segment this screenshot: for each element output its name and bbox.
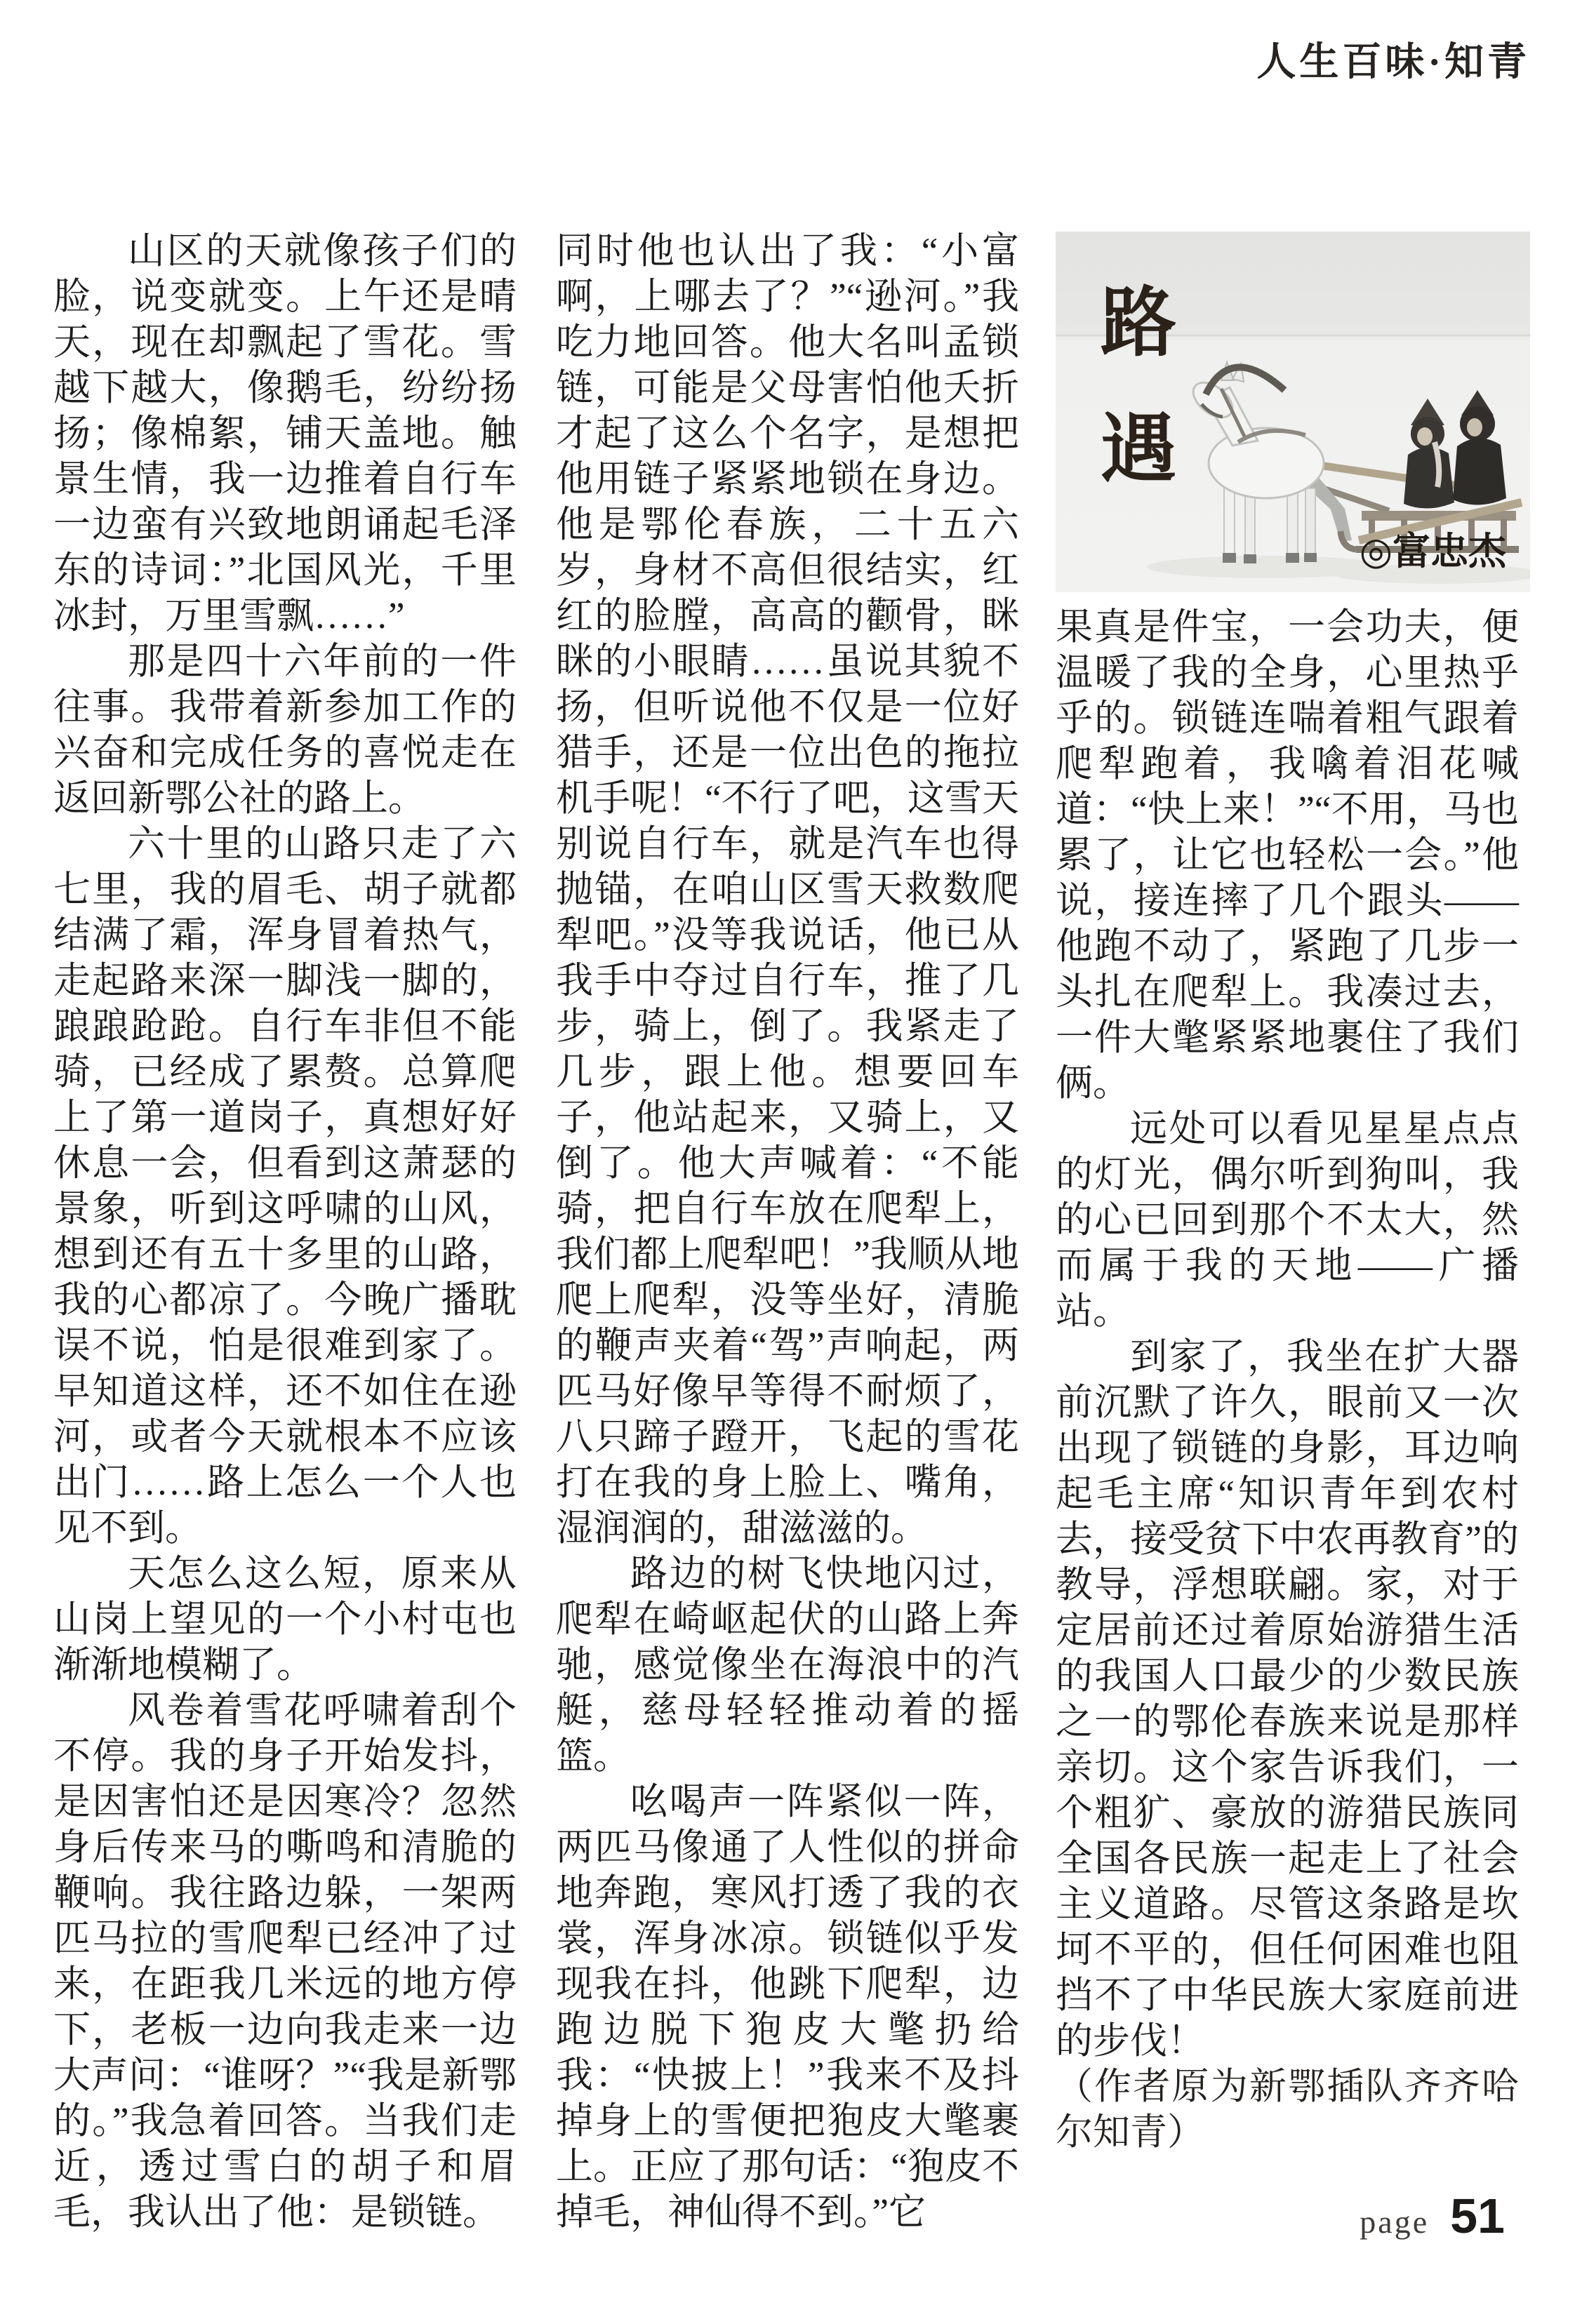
paragraph: 果真是件宝，一会功夫，便温暖了我的全身，心里热乎乎的。锁链连喘着粗气跟着爬犁跑着，我噙着泪花喊道：“快上来！”“不用，马也累了，让它也轻松一会。”他说，接连摔了几个跟头——他跑不动了，紧跑了几步一头扎在爬犁上。我凑过去，一件大氅紧紧地裹住了我们俩。	[1056, 607, 1519, 1104]
paragraph: 六十里的山路只走了六七里，我的眉毛、胡子就都结满了霜，浑身冒着热气，走起路来深一脚浅一脚的，踉踉跄跄。自行车非但不能骑，已经成了累赘。总算爬上了第一道岗子，真想好好休息一会，但看到这萧瑟的景象，听到这呼啸的山风，想到还有五十多里的山路，我的心都凉了。今晚广播耽误不说，怕是很难到家了。早知道这样，还不如住在逊河，或者今天就根本不应该出门……路上怎么一个人也见不到。	[53, 824, 517, 1549]
paragraph: 同时他也认出了我：“小富啊，上哪去了？”“逊河。”我吃力地回答。他大名叫孟锁链，可能是父母害怕他夭折才起了这么个名字，是想把他用链子紧紧地锁在身边。他是鄂伦春族，二十五六岁，身材不高但很结实，红红的脸膛，高高的颧骨，眯眯的小眼睛……虽说其貌不扬，但听说他不仅是一位好猎手，还是一位出色的拖拉机手呢！“不行了吧，这雪天别说自行车，就是汽车也得抛锚，在咱山区雪天救数爬犁吧。”没等我说话，他已从我手中夺过自行车，推了几步，骑上，倒了。我紧走了几步，跟上他。想要回车子，他站起来，又骑上，又倒了。他大声喊着：“不能骑，把自行车放在爬犁上，我们都上爬犁吧！”我顺从地爬上爬犁，没等坐好，清脆的鞭声夹着“驾”声响起，两匹马好像早等得不耐烦了，八只蹄子蹬开，飞起的雪花打在我的身上脸上、嘴角，湿润润的，甜滋滋的。	[556, 231, 1019, 1549]
article-title	[1101, 280, 1177, 491]
paragraph: 到家了，我坐在扩大器前沉默了许久，眼前又一次出现了锁链的身影，耳边响起毛主席“知识青年到农村去，接受贫下中农再教育”的教导，浮想联翩。家，对于定居前还过着原始游猎生活的我国人口最少的少数民族之一的鄂伦春族来说是那样亲切。这个家告诉我们，一个粗犷、豪放的游猎民族同全国各民族一起走上了社会主义道路。尽管这条路是坎坷不平的，但任何困难也阻挡不了中华民族大家庭前进的步伐！	[1056, 1337, 1519, 2062]
paragraph: 那是四十六年前的一件往事。我带着新参加工作的兴奋和完成任务的喜悦走在返回新鄂公社的路上。	[53, 641, 517, 819]
author-note: （作者原为新鄂插队齐齐哈尔知青）	[1056, 2066, 1519, 2153]
article-photo	[1056, 232, 1530, 592]
paragraph: 路边的树飞快地闪过，爬犁在崎岖起伏的山路上奔驰，感觉像坐在海浪中的汽艇，慈母轻轻推动着的摇篮。	[556, 1554, 1019, 1777]
paragraph: 山区的天就像孩子们的脸，说变就变。上午还是晴天，现在却飘起了雪花。雪越下越大，像鹅毛，纷纷扬扬；像棉絮，铺天盖地。触景生情，我一边推着自行车一边蛮有兴致地朗诵起毛泽东的诗词：”北国风光，千里冰封，万里雪飘……”	[53, 231, 517, 636]
text-column-3	[1056, 605, 1519, 2156]
page-label: page	[1360, 2204, 1430, 2240]
paragraph: 天怎么这么短，原来从山岗上望见的一个小村屯也渐渐地模糊了。	[53, 1554, 517, 1685]
text-column-1	[53, 229, 517, 2236]
article-title-char: 遇	[1101, 406, 1177, 491]
page-number: 51	[1450, 2189, 1505, 2243]
article-title-char: 路	[1101, 280, 1177, 365]
paragraph: 吆喝声一阵紧似一阵，两匹马像通了人性似的拼命地奔跑，寒风打透了我的衣裳，浑身冰凉。锁链似乎发现我在抖，他跳下爬犁，边跑边脱下狍皮大氅扔给我：“快披上！”我来不及抖掉身上的雪便把狍皮大氅裹上。正应了那句话：“狍皮不掉毛，神仙得不到。”它	[556, 1782, 1019, 2233]
photo-credit: ◎富忠杰	[1359, 530, 1506, 573]
section-header: 人生百味·知青	[1256, 41, 1530, 84]
paragraph: 远处可以看见星星点点的灯光，偶尔听到狗叫，我的心已回到那个不太大，然而属于我的天地——广播站。	[1056, 1109, 1519, 1332]
sled-riders	[1404, 390, 1506, 509]
paragraph: 风卷着雪花呼啸着刮个不停。我的身子开始发抖，是因害怕还是因寒冷？忽然身后传来马的嘶鸣和清脆的鞭响。我往路边躲，一架两匹马拉的雪爬犁已经冲了过来，在距我几米远的地方停下，老板一边向我走来一边大声问：“谁呀？”“我是新鄂的。”我急着回答。当我们走近，透过雪白的胡子和眉毛，我认出了他：是锁链。	[53, 1690, 517, 2233]
page-footer	[1360, 2188, 1505, 2244]
text-column-2	[556, 229, 1019, 2236]
